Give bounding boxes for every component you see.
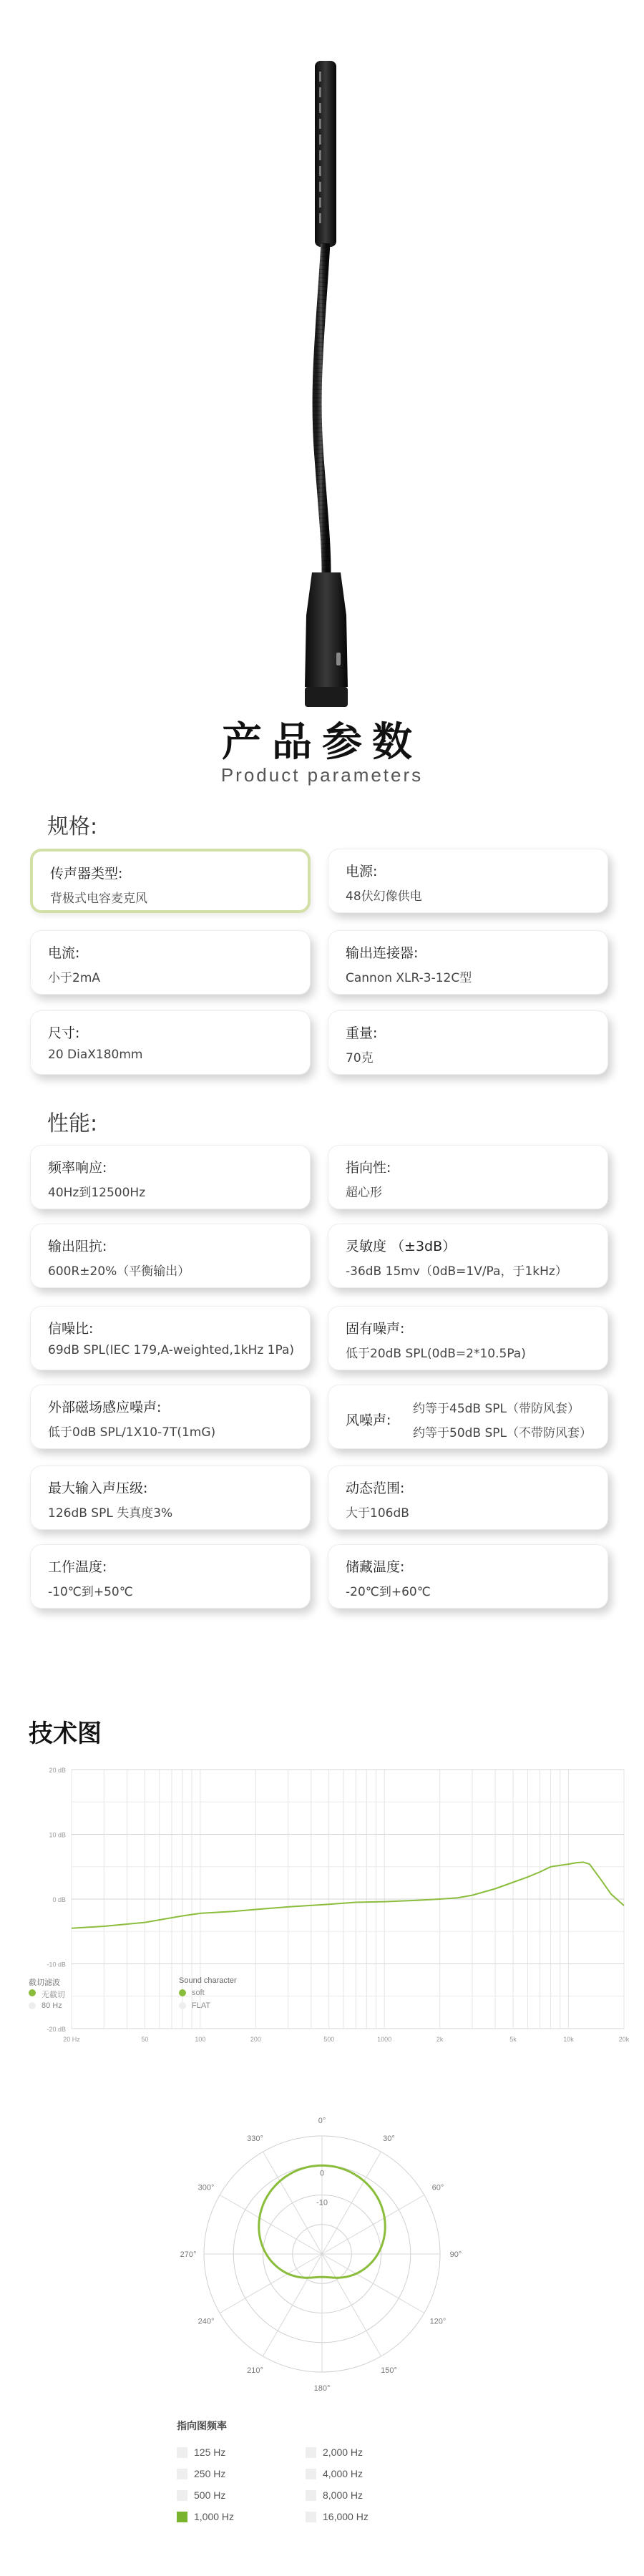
frequency-response-line: [72, 1862, 624, 1928]
polar-spoke: [322, 2254, 381, 2356]
polar-spoke: [220, 2254, 322, 2313]
page-subtitle: Product parameters: [220, 764, 424, 786]
polar-angle-label: 300°: [197, 2183, 215, 2192]
spec-label: 传声器类型:: [50, 866, 123, 882]
y-tick-label: -10 dB: [47, 1961, 66, 1968]
perf-value: 126dB SPL 失真度3%: [48, 1506, 173, 1521]
perf-label: 储藏温度:: [346, 1559, 405, 1575]
performance-heading: 性能:: [47, 1111, 98, 1136]
polar-legend-item[interactable]: 500 Hz: [194, 2489, 226, 2501]
polar-angle-label: 120°: [429, 2317, 447, 2326]
frequency-response-chart: [29, 1757, 630, 2057]
perf-label: 指向性:: [346, 1160, 391, 1176]
y-tick-label: 10 dB: [49, 1831, 66, 1839]
perf-card-polar-pattern: [328, 1145, 608, 1209]
perf-value: 600R±20%（平衡输出）: [48, 1264, 190, 1279]
perf-label: 频率响应:: [48, 1160, 107, 1176]
polar-radial-label: -10: [316, 2198, 328, 2207]
polar-angle-label: 240°: [197, 2317, 215, 2326]
spec-card-mic-type: [30, 849, 311, 913]
polar-angle-label: 0°: [318, 2117, 326, 2125]
spec-card-connector: [328, 930, 608, 995]
spec-value: Cannon XLR-3-12C型: [346, 971, 472, 985]
mic-capsule: [315, 61, 336, 247]
polar-legend-item[interactable]: 2,000 Hz: [323, 2446, 364, 2458]
polar-spoke: [322, 2254, 424, 2313]
polar-radial-label: 0: [319, 2169, 325, 2178]
polar-legend-item[interactable]: 125 Hz: [194, 2446, 226, 2458]
page-title: 产品参数: [222, 719, 422, 766]
polar-legend-title: 指向图频率: [177, 2421, 227, 2432]
perf-card-wind-noise: [328, 1385, 608, 1449]
polar-legend-item[interactable]: 4,000 Hz: [323, 2468, 364, 2479]
spec-value: 48伏幻像供电: [346, 889, 422, 904]
polar-legend-swatch[interactable]: [177, 2512, 187, 2522]
product-image: [0, 43, 644, 730]
specs-heading: 规格:: [47, 814, 98, 839]
polar-legend-swatch[interactable]: [306, 2512, 316, 2522]
perf-card-self-noise: [328, 1306, 608, 1370]
perf-value-secondary: 约等于50dB SPL（不带防风套）: [413, 1426, 592, 1440]
polar-angle-label: 150°: [381, 2366, 397, 2375]
perf-value: 40Hz到12500Hz: [48, 1186, 146, 1200]
legend-sound-dot[interactable]: [179, 2002, 186, 2009]
perf-card-frequency-response: [30, 1145, 311, 1209]
perf-card-sensitivity: [328, 1224, 608, 1288]
polar-legend-swatch[interactable]: [306, 2469, 316, 2479]
perf-value: 低于0dB SPL/1X10-7T(1mG): [48, 1425, 216, 1440]
spec-value: 20 DiaX180mm: [48, 1048, 143, 1062]
y-tick-label: 0 dB: [52, 1896, 66, 1903]
legend-filter-dot-active[interactable]: [29, 1989, 36, 1996]
x-tick-label: 200: [250, 2036, 261, 2043]
perf-label: 输出阻抗:: [48, 1239, 107, 1254]
polar-angle-label: 60°: [431, 2183, 444, 2192]
perf-card-magnetic-noise: [30, 1385, 311, 1449]
perf-value: 大于106dB: [346, 1506, 409, 1521]
polar-angle-label: 330°: [247, 2135, 263, 2144]
spec-card-power: [328, 849, 608, 913]
spec-card-weight: [328, 1010, 608, 1075]
legend-filter-item[interactable]: 80 Hz: [42, 2001, 62, 2010]
mic-connector: [305, 572, 348, 687]
perf-value: 约等于45dB SPL（带防风套）: [413, 1402, 580, 1416]
x-tick-label: 500: [323, 2036, 335, 2043]
spec-value: 背极式电容麦克风: [50, 892, 147, 906]
spec-value: 小于2mA: [48, 971, 101, 985]
polar-angle-label: 30°: [383, 2135, 395, 2144]
spec-card-size: [30, 1010, 311, 1075]
mic-gooseneck: [317, 243, 326, 572]
polar-legend-item[interactable]: 8,000 Hz: [323, 2489, 364, 2501]
polar-legend-swatch[interactable]: [177, 2447, 187, 2458]
perf-value: 超心形: [346, 1186, 382, 1200]
polar-pattern-chart: [165, 2097, 479, 2411]
polar-spoke: [322, 2195, 424, 2255]
y-tick-label: 20 dB: [49, 1767, 66, 1774]
x-tick-label: 20 Hz: [63, 2036, 80, 2043]
polar-spoke: [263, 2254, 323, 2356]
perf-label: 固有噪声:: [346, 1321, 405, 1337]
x-tick-label: 2k: [436, 2036, 444, 2043]
polar-angle-label: 210°: [247, 2366, 263, 2375]
polar-legend-item[interactable]: 1,000 Hz: [194, 2511, 235, 2522]
perf-label: 信噪比:: [48, 1321, 94, 1337]
perf-value: -36dB 15mv（0dB=1V/Pa，于1kHz）: [346, 1264, 567, 1279]
x-tick-label: 10k: [563, 2036, 574, 2043]
legend-filter-title: 截切滤波: [29, 1979, 60, 1987]
perf-value: 低于20dB SPL(0dB=2*10.5Pa): [346, 1347, 526, 1361]
perf-card-storage-temp: [328, 1544, 608, 1609]
perf-value: -10℃到+50℃: [48, 1585, 133, 1599]
polar-legend-swatch[interactable]: [306, 2490, 316, 2501]
polar-legend-item[interactable]: 250 Hz: [194, 2468, 226, 2479]
x-tick-label: 5k: [509, 2036, 517, 2043]
spec-label: 电流:: [48, 945, 80, 961]
perf-label: 工作温度:: [48, 1559, 107, 1575]
legend-filter-dot[interactable]: [29, 2002, 36, 2009]
perf-label: 最大输入声压级:: [48, 1480, 148, 1496]
spec-card-current: [30, 930, 311, 995]
tech-heading: 技术图: [29, 1719, 102, 1748]
spec-label: 输出连接器:: [346, 945, 419, 961]
polar-angle-label: 270°: [180, 2250, 197, 2259]
perf-card-dynamic-range: [328, 1465, 608, 1530]
perf-label: 风噪声:: [346, 1413, 391, 1428]
legend-sound-dot-active[interactable]: [179, 1989, 186, 1996]
spec-label: 尺寸:: [48, 1025, 80, 1041]
y-tick-label: -20 dB: [47, 2026, 66, 2033]
x-tick-label: 50: [141, 2036, 149, 2043]
polar-angle-label: 180°: [313, 2384, 331, 2393]
perf-card-max-spl: [30, 1465, 311, 1530]
legend-sound-item[interactable]: FLAT: [192, 2001, 211, 2010]
perf-card-output-impedance: [30, 1224, 311, 1288]
polar-angle-label: 90°: [449, 2250, 462, 2259]
legend-sound-title: Sound character: [179, 1976, 237, 1985]
polar-legend-swatch[interactable]: [177, 2469, 187, 2479]
x-tick-label: 100: [195, 2036, 206, 2043]
perf-label: 动态范围:: [346, 1480, 405, 1496]
perf-label: 外部磁场感应噪声:: [48, 1400, 162, 1415]
polar-legend-item[interactable]: 16,000 Hz: [323, 2511, 369, 2522]
spec-label: 重量:: [346, 1025, 378, 1041]
x-tick-label: 1000: [377, 2036, 392, 2043]
perf-card-snr: [30, 1306, 311, 1370]
perf-card-operating-temp: [30, 1544, 311, 1609]
x-tick-label: 20k: [618, 2036, 630, 2043]
perf-label: 灵敏度 （±3dB）: [346, 1239, 457, 1254]
perf-value: -20℃到+60℃: [346, 1585, 431, 1599]
spec-value: 70克: [346, 1051, 374, 1065]
spec-label: 电源:: [346, 864, 378, 879]
polar-legend-swatch[interactable]: [306, 2447, 316, 2458]
polar-legend-swatch[interactable]: [177, 2490, 187, 2501]
perf-value: 69dB SPL(IEC 179,A-weighted,1kHz 1Pa): [48, 1343, 295, 1357]
legend-sound-item[interactable]: soft: [192, 1989, 205, 1997]
legend-filter-item[interactable]: 无截切: [42, 1991, 65, 1999]
polar-spoke: [220, 2195, 322, 2255]
